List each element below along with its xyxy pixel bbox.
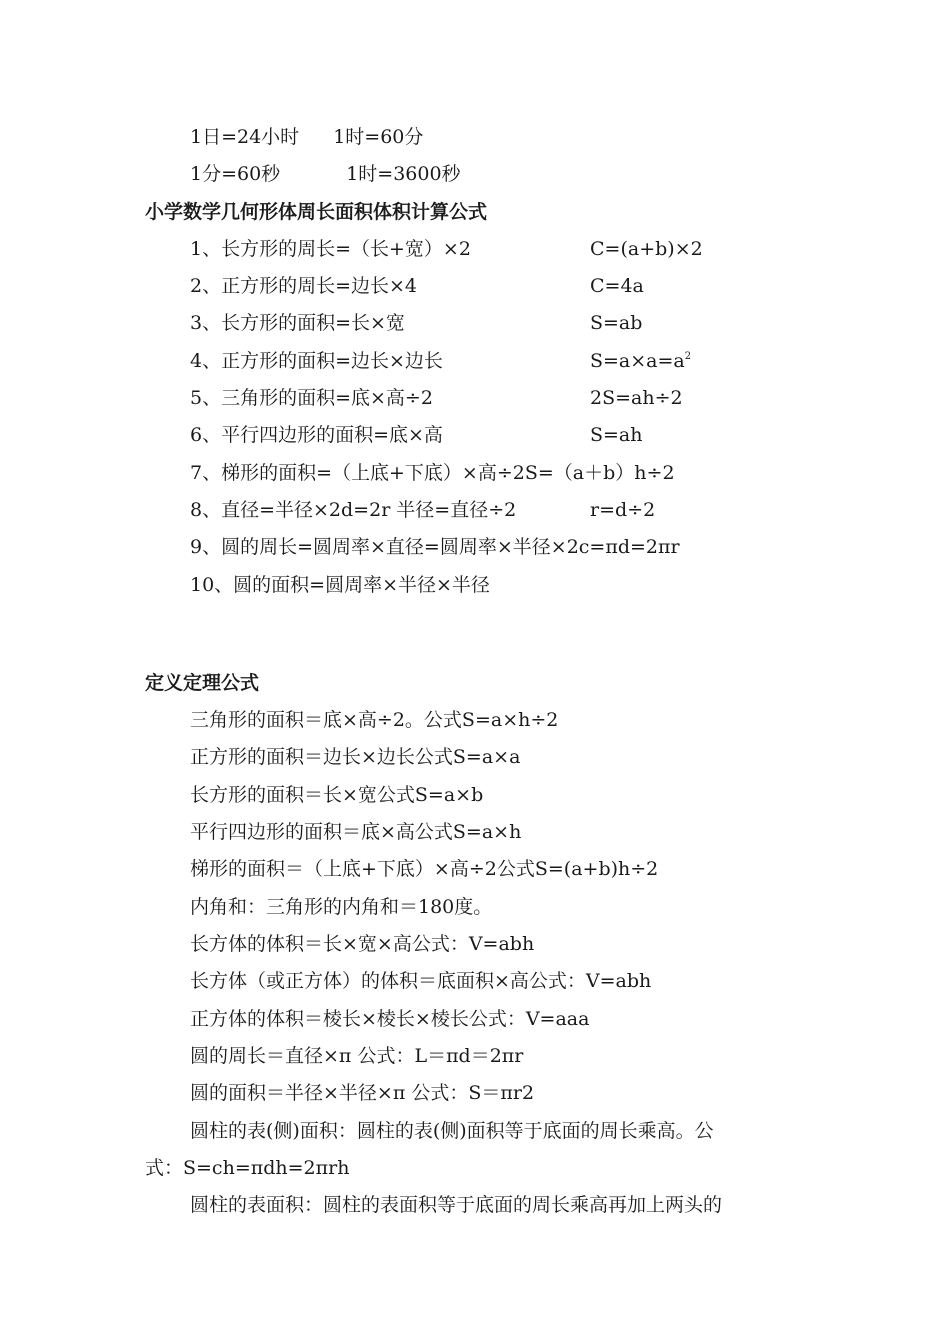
definition-line: 内角和：三角形的内角和＝180度。 <box>190 896 493 918</box>
definition-line: 平行四边形的面积＝底×高公式S=a×h <box>190 821 522 843</box>
formula-expression-base: S=a×a=a <box>590 350 685 372</box>
formula-expression: S=ah <box>590 424 643 446</box>
formula-expression: C=(a+b)×2 <box>590 238 703 260</box>
formula-expression: C=4a <box>590 275 644 297</box>
formula-item: 5、三角形的面积=底×高÷2 <box>190 387 433 409</box>
formula-item: 10、圆的面积=圆周率×半径×半径 <box>190 574 490 596</box>
time-unit-hour-minutes: 1时=60分 <box>333 126 424 148</box>
definition-line: 圆的周长＝直径×π 公式：L＝πd＝2πr <box>190 1045 524 1067</box>
formula-item: 8、直径=半径×2d=2r 半径=直径÷2 <box>190 499 517 521</box>
formula-item: 7、梯形的面积=（上底+下底）×高÷2S=（a＋b）h÷2 <box>190 462 675 484</box>
superscript-exponent: 2 <box>684 351 692 362</box>
definition-line: 长方形的面积＝长×宽公式S=a×b <box>190 784 484 806</box>
formula-expression: r=d÷2 <box>590 499 656 521</box>
formula-item: 1、长方形的周长=（长+宽）×2 <box>190 238 471 260</box>
formula-item: 6、平行四边形的面积=底×高 <box>190 424 443 446</box>
definition-line: 正方形的面积＝边长×边长公式S=a×a <box>190 746 521 768</box>
time-unit-minute-seconds: 1分=60秒 <box>190 163 281 185</box>
definition-line: 圆柱的表面积：圆柱的表面积等于底面的周长乘高再加上两头的 <box>190 1194 723 1216</box>
time-unit-hour-seconds: 1时=3600秒 <box>346 163 461 185</box>
section-heading-definitions: 定义定理公式 <box>145 672 260 694</box>
section-heading-geometry-formulas: 小学数学几何形体周长面积体积计算公式 <box>145 201 488 223</box>
formula-item: 9、圆的周长=圆周率×直径=圆周率×半径×2c=πd=2πr <box>190 536 680 558</box>
formula-item: 3、长方形的面积=长×宽 <box>190 312 405 334</box>
formula-item: 2、正方形的周长=边长×4 <box>190 275 418 297</box>
definition-line-continuation: 式：S=ch=πdh=2πrh <box>145 1157 350 1179</box>
formula-expression <box>590 349 691 373</box>
time-units-row-2 <box>190 162 461 186</box>
definition-line: 长方体（或正方体）的体积＝底面积×高公式：V=abh <box>190 970 652 992</box>
formula-expression: S=ab <box>590 312 643 334</box>
definition-line: 长方体的体积＝长×宽×高公式：V=abh <box>190 933 535 955</box>
time-units-row-1 <box>190 125 423 149</box>
definition-line: 圆柱的表(侧)面积：圆柱的表(侧)面积等于底面的周长乘高。公 <box>190 1120 714 1142</box>
definition-line: 圆的面积＝半径×半径×π 公式：S＝πr2 <box>190 1082 535 1104</box>
definition-line: 三角形的面积＝底×高÷2。公式S=a×h÷2 <box>190 709 559 731</box>
formula-expression: 2S=ah÷2 <box>590 387 683 409</box>
formula-item: 4、正方形的面积=边长×边长 <box>190 350 443 372</box>
definition-line: 梯形的面积＝（上底+下底）×高÷2公式S=(a+b)h÷2 <box>190 858 659 880</box>
time-unit-day-hours: 1日=24小时 <box>190 126 300 148</box>
definition-line: 正方体的体积＝棱长×棱长×棱长公式：V=aaa <box>190 1008 590 1030</box>
